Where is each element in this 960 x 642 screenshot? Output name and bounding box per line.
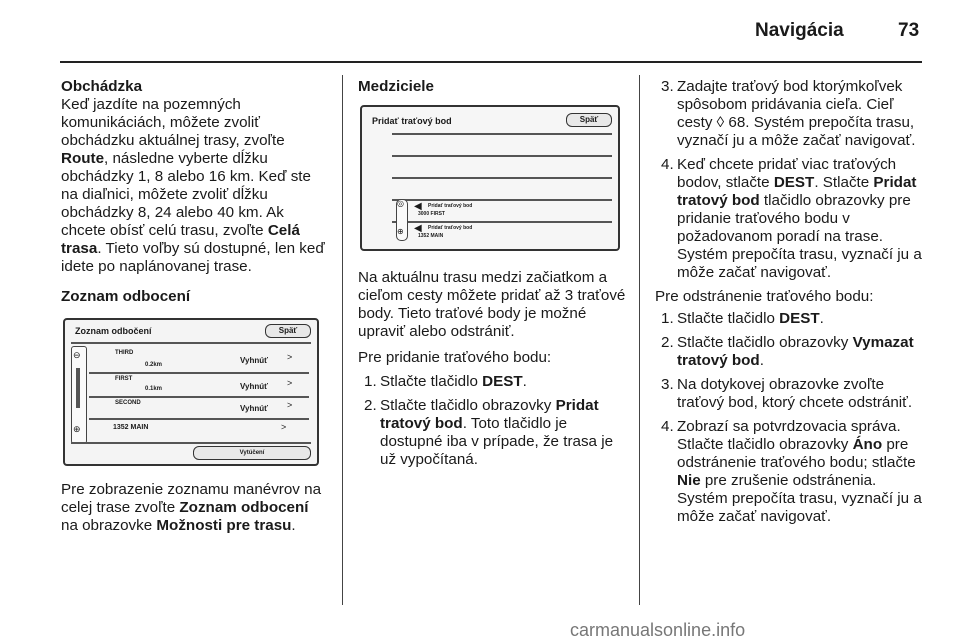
add-waypoint-screen [360, 105, 620, 251]
list-item: 1. Stlačte tlačidlo DEST. [661, 310, 824, 327]
start-point-icon: ◎ [397, 199, 404, 208]
list-item: 2. Stlačte tlačidlo obrazovky Vymazat tratový bod. [661, 334, 914, 369]
row-separator [392, 199, 612, 201]
avoid-button[interactable]: Vyhnúť [240, 404, 268, 413]
scroll-up-icon[interactable]: ⊖ [73, 350, 81, 360]
row-separator [392, 133, 612, 135]
waypoint-name: 1352 MAIN [418, 233, 444, 239]
page-number: 73 [898, 20, 920, 41]
chevron-right-icon: > [287, 352, 293, 362]
header-divider [60, 61, 922, 63]
turn-row-distance: 0.1km [145, 386, 163, 392]
list-item: 4. Zobrazí sa potvrdzovacia správa. Stlačte tlačidlo obrazovky Áno pre odstránenie traťového bodu; stlačte Nie pre zrušenie odstránenia. Systém prepočíta trasu, vyznačí ju a môže začať navigovať. [661, 418, 922, 525]
bottom-button[interactable]: Vytúčení [193, 446, 311, 460]
paragraph-remove-waypoint: Pre odstránenie traťového bodu: [655, 288, 874, 305]
section-heading-detour: Obchádzka [61, 78, 143, 95]
add-waypoint-screen-title: Pridať traťový bod [372, 116, 452, 126]
column-3 [655, 78, 927, 526]
back-button[interactable]: Späť [566, 113, 612, 127]
destination-row-name: 1352 MAIN [113, 424, 149, 431]
column-2 [358, 78, 626, 96]
list-item: 1. Stlačte tlačidlo DEST. [364, 373, 527, 390]
turn-row-name: SECOND [115, 400, 141, 406]
column-divider-2 [639, 75, 640, 605]
insert-arrow-icon: ◀ [414, 223, 422, 234]
row-separator [392, 155, 612, 157]
paragraph-add-waypoint: Pre pridanie traťového bodu: [358, 349, 552, 366]
column-2-lower [358, 269, 630, 469]
list-item: 3. Zadajte traťový bod ktorýmkoľvek spôsobom pridávania cieľa. Cieľ cesty ◊ 68. Systém prepočíta trasu, vyznačí ju a môže začať navigovať. [661, 78, 916, 149]
chevron-right-icon: > [281, 422, 287, 432]
column-1 [61, 78, 329, 306]
insert-arrow-icon: ◀ [414, 201, 422, 212]
row-separator [392, 221, 612, 223]
list-item: 4. Keď chcete pridať viac traťových bodov, stlačte DEST. Stlačte Pridat tratový bod tlačidlo obrazovky pre pridanie traťového bodu v požadovanom poradí na trase. Systém prepočíta trasu, vyznačí ju a môže začať navigovať. [661, 156, 922, 281]
section-heading-turn-list: Zoznam odbocení [61, 288, 191, 305]
paragraph-waypoints-intro: Na aktuálnu trasu medzi začiatkom a cieľom cesty môžete pridať až 3 traťové body. Tieto traťové body je možné upraviť alebo odstrániť. [358, 269, 626, 340]
page-header-title: Navigácia [755, 20, 844, 41]
back-button[interactable]: Späť [265, 324, 311, 338]
figure-add-waypoint [358, 103, 620, 253]
figure-turn-list [61, 316, 319, 468]
section-heading-waypoints: Medziciele [358, 78, 434, 95]
waypoint-name: 3000 FIRST [418, 211, 445, 217]
add-waypoint-button[interactable]: Pridať traťový bod [428, 203, 473, 209]
title-separator [71, 342, 311, 344]
column-divider-1 [342, 75, 343, 605]
list-item: 2. Stlačte tlačidlo obrazovky Pridat tratový bod. Toto tlačidlo je dostupné iba v prípade, že trasa je už vypočítaná. [364, 397, 614, 468]
turn-row-distance: 0.2km [145, 362, 163, 368]
scrollbar-thumb[interactable] [76, 368, 80, 408]
column-1-lower [61, 481, 329, 535]
destination-icon: ⊕ [397, 227, 404, 236]
row-separator [392, 177, 612, 179]
add-waypoint-button[interactable]: Pridať traťový bod [428, 225, 473, 231]
row-separator [89, 372, 309, 374]
row-separator [89, 396, 309, 398]
scroll-down-icon[interactable]: ⊕ [73, 424, 81, 434]
list-item: 3. Na dotykovej obrazovke zvoľte traťový bod, ktorý chcete odstrániť. [661, 376, 913, 411]
watermark: carmanualsonline.info [570, 620, 746, 640]
turn-row-name: THIRD [115, 350, 134, 356]
turn-list-screen [63, 318, 319, 466]
chevron-right-icon: > [287, 400, 293, 410]
paragraph-turn-list: Pre zobrazenie zoznamu manévrov na celej trase zvoľte Zoznam odbocení na obrazovke Možnosti pre trasu. [61, 481, 322, 534]
turn-list-screen-title: Zoznam odbočení [75, 326, 152, 336]
avoid-button[interactable]: Vyhnúť [240, 382, 268, 391]
paragraph-detour: Keď jazdíte na pozemných komunikáciách, môžete zvoliť obchádzku aktuálnej trasy, zvoľte Route, následne vyberte dĺžku obchádzky 1, 8 alebo 16 km. Keď ste na diaľnici, môžete zvoliť dĺžku obchádzky 8, 24 alebo 40 km. Ak chcete obísť celú trasu, zvoľte Celá trasa. Tieto voľby sú dostupné, len keď idete po naplánovanej trase. [61, 96, 325, 275]
row-separator [89, 418, 309, 420]
turn-row-name: FIRST [115, 376, 133, 382]
chevron-right-icon: > [287, 378, 293, 388]
row-separator [71, 442, 311, 444]
page-reference: ◊ 68 [716, 114, 746, 131]
avoid-button[interactable]: Vyhnúť [240, 356, 268, 365]
